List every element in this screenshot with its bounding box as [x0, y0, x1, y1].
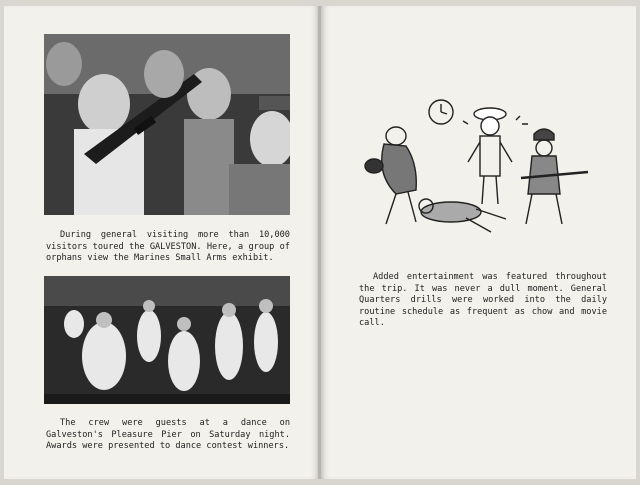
photo-dance [44, 276, 290, 404]
caption-dance: The crew were guests at a dance on Galveston's Pleasure Pier on Saturday night. Awards were presented to dance contest winners. [46, 418, 290, 451]
photo-orphans-small-arms [44, 34, 290, 215]
cartoon-illustration [356, 94, 601, 244]
caption-entertainment: Added entertainment was featured throughout the trip. It was never a dull moment. General Quarters drills were worked into the daily routine schedule as frequent as chow and movie call. [359, 272, 607, 328]
left-page [4, 6, 319, 479]
caption-orphans: During general visiting more than 10,000 visitors toured the GALVESTON. Here, a group of orphans view the Marines Small Arms exhibit. [46, 230, 290, 263]
right-page [321, 6, 636, 479]
